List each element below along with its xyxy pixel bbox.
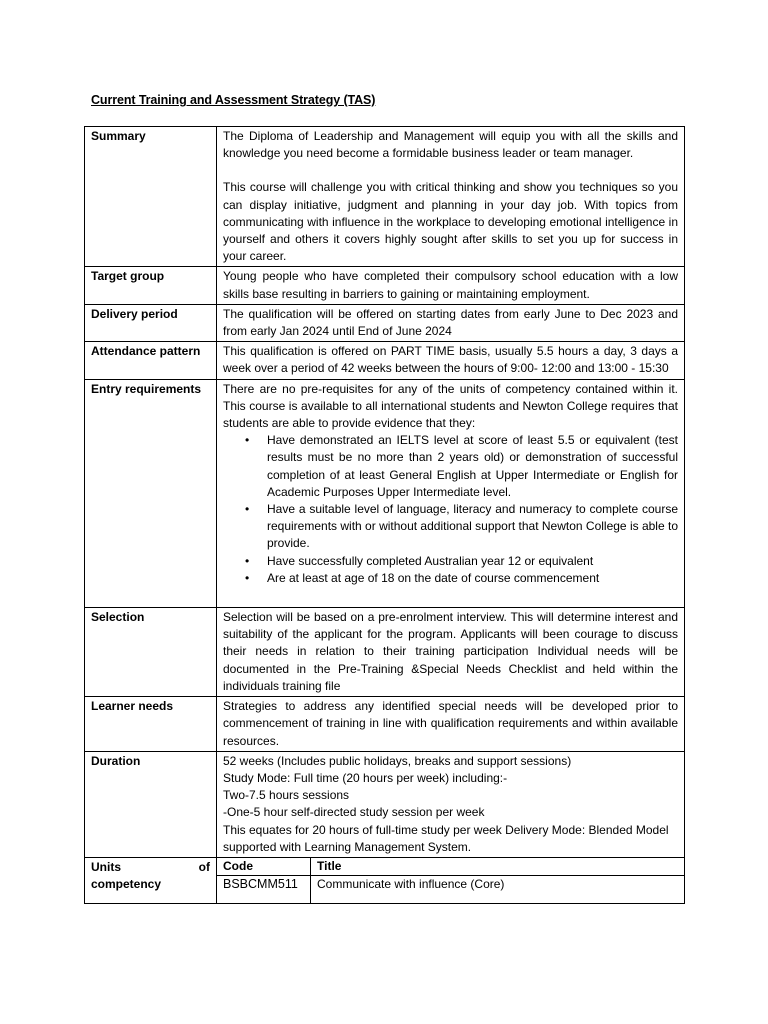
content-units-of-competency [217,857,685,903]
row-duration [85,751,685,857]
label-summary: Summary [85,127,217,267]
content-summary [217,127,685,267]
row-target-group [85,267,685,304]
entry-bullet-list [223,432,678,587]
label-duration: Duration [85,751,217,857]
content-delivery-period: The qualification will be offered on starting dates from early June to Dec 2023 and from early Jan 2024 until End of June 2024 [217,304,685,341]
units-row [217,875,684,903]
units-label-word: of [198,859,210,874]
units-header-title: Title [311,858,685,876]
unit-title: Communicate with influence (Core) [317,876,505,891]
tas-table [84,126,685,904]
entry-bullet: • Have a suitable level of language, literacy and numeracy to complete course requirements with or without additional support that Newton College is able to provide. [267,501,678,553]
duration-line: Study Mode: Full time (20 hours per week) including:- [223,770,508,785]
label-selection: Selection [85,608,217,697]
content-selection: Selection will be based on a pre-enrolment interview. This will determine interest and suitability of the applicant for the program. Applicants will been courage to discuss their needs in relation to their training participation Individual needs will be documented in the Pre-Training &Special Needs Checklist and held within the individuals training file [217,608,685,697]
units-header-row [217,858,684,876]
entry-bullet: • Are at least at age of 18 on the date of course commencement [267,570,678,587]
label-entry-requirements: Entry requirements [85,379,217,607]
content-target-group: Young people who have completed their compulsory school education with a low skills base resulting in barriers to gaining or maintaining employment. [217,267,685,304]
document-title: Current Training and Assessment Strategy (TAS) [91,93,376,107]
duration-line: 52 weeks (Includes public holidays, breaks and support sessions) [223,753,572,768]
label-attendance-pattern: Attendance pattern [85,342,217,379]
unit-code: BSBCMM511 [217,875,311,903]
label-learner-needs: Learner needs [85,697,217,752]
units-label-word: Units [91,859,121,874]
entry-intro: There are no pre-requisites for any of the units of competency contained within it. This course is available to all international students and Newton College requires that students are able to provide evidence that they: [223,381,678,431]
label-delivery-period: Delivery period [85,304,217,341]
entry-bullet: • Have demonstrated an IELTS level at score of least 5.5 or equivalent (test results must be no more than 2 years old) or demonstration of successful completion of at least General English at Upper Intermediate or English for Academic Purposes Upper Intermediate level. [267,432,678,501]
duration-line: Two-7.5 hours sessions [223,788,350,803]
content-duration [217,751,685,857]
summary-paragraph-2: This course will challenge you with critical thinking and show you techniques so you can display initiative, judgment and planning in your day job. With topics from communicating with influence in the workplace to developing emotional intelligence in yourself and others it covers highly sought after skills to set you up for success in your career. [223,180,678,264]
row-summary [85,127,685,267]
duration-line: This equates for 20 hours of full-time study per week Delivery Mode: Blended Model supported with Learning Management System. [223,822,669,854]
label-units-of-competency [85,857,217,903]
entry-bullet: • Have successfully completed Australian year 12 or equivalent [267,553,678,570]
row-delivery-period [85,304,685,341]
content-learner-needs: Strategies to address any identified special needs will be developed prior to commencement of training in line with qualification requirements and within available resources. [217,697,685,752]
summary-paragraph-1: The Diploma of Leadership and Management will equip you with all the skills and knowledge you need become a formidable business leader or team manager. [223,129,678,161]
row-units-of-competency [85,857,685,903]
row-learner-needs [85,697,685,752]
label-target-group: Target group [85,267,217,304]
units-label-word: competency [91,877,162,892]
row-selection [85,608,685,697]
duration-line: -One-5 hour self-directed study session per week [223,805,485,820]
row-attendance-pattern [85,342,685,379]
content-entry-requirements [217,379,685,607]
content-attendance-pattern: This qualification is offered on PART TIME basis, usually 5.5 hours a day, 3 days a week over a period of 42 weeks between the hours of 9:00- 12:00 and 13:00 - 15:30 [217,342,685,379]
units-header-code: Code [217,858,311,876]
row-entry-requirements [85,379,685,607]
units-table [217,858,684,903]
